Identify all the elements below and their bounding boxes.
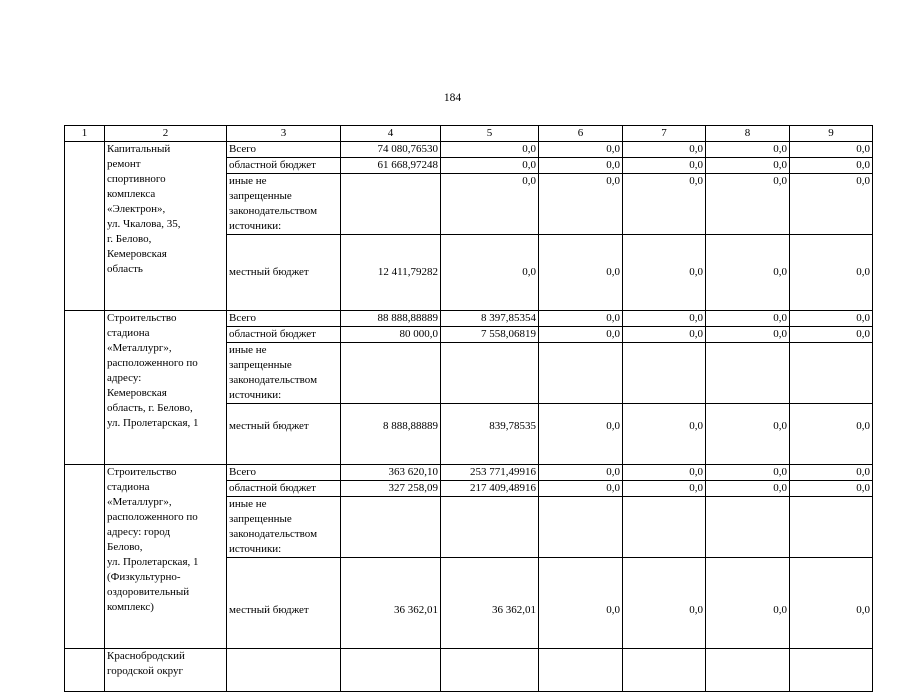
funding-source: Всего <box>227 311 341 327</box>
amount-cell: 363 620,10 <box>341 465 441 481</box>
amount-cell: 0,0 <box>790 404 873 465</box>
amount-cell <box>790 497 873 558</box>
amount-cell: 0,0 <box>706 558 790 649</box>
column-header: 6 <box>539 126 623 142</box>
amount-cell: 0,0 <box>790 142 873 158</box>
funding-source: местный бюджет <box>227 558 341 649</box>
funding-source-line: запрещенные <box>229 359 292 371</box>
funding-source-line: иные не <box>229 175 267 187</box>
amount-cell: 0,0 <box>706 327 790 343</box>
index-cell <box>65 465 105 649</box>
amount-cell: 0,0 <box>539 142 623 158</box>
empty-cell <box>623 649 706 692</box>
amount-cell <box>341 174 441 235</box>
empty-cell <box>790 649 873 692</box>
amount-cell: 7 558,06819 <box>441 327 539 343</box>
amount-cell: 0,0 <box>441 174 539 235</box>
object-name <box>105 311 227 465</box>
amount-cell: 0,0 <box>790 327 873 343</box>
object-name <box>105 465 227 649</box>
index-cell <box>65 311 105 465</box>
amount-cell <box>539 497 623 558</box>
column-header: 2 <box>105 126 227 142</box>
amount-cell: 0,0 <box>441 158 539 174</box>
amount-cell: 0,0 <box>706 311 790 327</box>
funding-source-line: источники: <box>229 543 282 555</box>
object-name-line: адресу: город <box>107 526 171 538</box>
empty-cell <box>227 649 341 692</box>
object-name-line: спортивного <box>107 173 166 185</box>
object-name-line: Краснобродский <box>107 650 185 662</box>
amount-cell: 0,0 <box>539 327 623 343</box>
amount-cell: 0,0 <box>790 311 873 327</box>
amount-cell: 0,0 <box>790 235 873 311</box>
funding-source <box>227 174 341 235</box>
object-name-line: «Электрон», <box>107 203 166 215</box>
amount-cell: 0,0 <box>539 174 623 235</box>
column-header: 4 <box>341 126 441 142</box>
amount-cell: 0,0 <box>539 311 623 327</box>
table-row <box>65 649 873 692</box>
amount-cell <box>790 343 873 404</box>
object-name-line: городской округ <box>107 665 184 677</box>
amount-cell <box>623 343 706 404</box>
amount-cell: 0,0 <box>790 158 873 174</box>
empty-cell <box>341 649 441 692</box>
object-name-line: Кемеровская <box>107 387 167 399</box>
amount-cell: 0,0 <box>623 481 706 497</box>
column-header: 7 <box>623 126 706 142</box>
index-cell <box>65 142 105 311</box>
amount-cell: 0,0 <box>706 142 790 158</box>
table-row <box>65 311 873 327</box>
object-name-line: ремонт <box>107 158 141 170</box>
amount-cell: 0,0 <box>706 481 790 497</box>
funding-source-line: законодательством <box>229 528 318 540</box>
funding-source-line: запрещенные <box>229 513 292 525</box>
column-header: 8 <box>706 126 790 142</box>
object-name-line: Капитальный <box>107 143 171 155</box>
amount-cell: 88 888,88889 <box>341 311 441 327</box>
amount-cell: 80 000,0 <box>341 327 441 343</box>
amount-cell: 36 362,01 <box>441 558 539 649</box>
amount-cell: 0,0 <box>539 235 623 311</box>
amount-cell: 0,0 <box>790 481 873 497</box>
amount-cell: 0,0 <box>706 158 790 174</box>
amount-cell: 0,0 <box>623 311 706 327</box>
object-name-line: область, г. Белово, <box>107 402 193 414</box>
object-name-line: оздоровительный <box>107 586 190 598</box>
object-name-line: Строительство <box>107 466 177 478</box>
funding-source <box>227 497 341 558</box>
amount-cell: 0,0 <box>539 158 623 174</box>
object-name-line: ул. Пролетарская, 1 <box>107 556 199 568</box>
empty-cell <box>65 649 105 692</box>
object-name-line: ул. Пролетарская, 1 <box>107 417 199 429</box>
object-name-line: Кемеровская <box>107 248 167 260</box>
amount-cell: 0,0 <box>623 465 706 481</box>
object-name-line: расположенного по <box>107 357 198 369</box>
amount-cell <box>706 343 790 404</box>
header-row <box>65 126 873 142</box>
amount-cell: 8 888,88889 <box>341 404 441 465</box>
empty-cell <box>539 649 623 692</box>
amount-cell: 0,0 <box>623 558 706 649</box>
funding-source-line: иные не <box>229 498 267 510</box>
amount-cell: 0,0 <box>623 235 706 311</box>
amount-cell: 0,0 <box>706 174 790 235</box>
amount-cell <box>341 497 441 558</box>
amount-cell: 0,0 <box>623 404 706 465</box>
amount-cell: 0,0 <box>790 174 873 235</box>
amount-cell: 0,0 <box>539 558 623 649</box>
amount-cell <box>539 343 623 404</box>
amount-cell: 0,0 <box>706 404 790 465</box>
amount-cell: 74 080,76530 <box>341 142 441 158</box>
funding-source: Всего <box>227 465 341 481</box>
amount-cell: 0,0 <box>790 558 873 649</box>
column-header: 1 <box>65 126 105 142</box>
empty-cell <box>441 649 539 692</box>
funding-source: Всего <box>227 142 341 158</box>
object-name-line: Строительство <box>107 312 177 324</box>
column-header: 9 <box>790 126 873 142</box>
amount-cell: 0,0 <box>539 481 623 497</box>
object-name-line: стадиона <box>107 481 150 493</box>
amount-cell <box>341 343 441 404</box>
amount-cell: 0,0 <box>623 174 706 235</box>
funding-source: местный бюджет <box>227 404 341 465</box>
amount-cell: 0,0 <box>706 465 790 481</box>
object-name-line: ул. Чкалова, 35, <box>107 218 181 230</box>
object-name-line: область <box>107 263 143 275</box>
funding-source: областной бюджет <box>227 327 341 343</box>
amount-cell: 327 258,09 <box>341 481 441 497</box>
amount-cell: 0,0 <box>539 404 623 465</box>
amount-cell: 0,0 <box>539 465 623 481</box>
amount-cell: 253 771,49916 <box>441 465 539 481</box>
amount-cell <box>706 497 790 558</box>
amount-cell: 36 362,01 <box>341 558 441 649</box>
table-row <box>65 142 873 158</box>
funding-source: местный бюджет <box>227 235 341 311</box>
amount-cell: 0,0 <box>441 142 539 158</box>
amount-cell: 0,0 <box>623 327 706 343</box>
amount-cell <box>441 497 539 558</box>
funding-source <box>227 343 341 404</box>
amount-cell: 61 668,97248 <box>341 158 441 174</box>
empty-cell <box>706 649 790 692</box>
object-name <box>105 142 227 311</box>
funding-source-line: законодательством <box>229 374 318 386</box>
column-header: 3 <box>227 126 341 142</box>
amount-cell: 0,0 <box>623 158 706 174</box>
column-header: 5 <box>441 126 539 142</box>
funding-source-line: запрещенные <box>229 190 292 202</box>
budget-table <box>64 125 873 692</box>
funding-source: областной бюджет <box>227 158 341 174</box>
object-name-line: расположенного по <box>107 511 198 523</box>
funding-source-line: источники: <box>229 389 282 401</box>
object-name-line: (Физкультурно- <box>107 571 181 583</box>
object-name-line: «Металлург», <box>107 496 172 508</box>
amount-cell: 0,0 <box>790 465 873 481</box>
amount-cell: 0,0 <box>706 235 790 311</box>
funding-source-line: источники: <box>229 220 282 232</box>
amount-cell: 839,78535 <box>441 404 539 465</box>
amount-cell: 0,0 <box>441 235 539 311</box>
table-row <box>65 465 873 481</box>
object-name-line: комплекс) <box>107 601 154 613</box>
object-name-line: стадиона <box>107 327 150 339</box>
object-name-line: адресу: <box>107 372 142 384</box>
object-name-line: г. Белово, <box>107 233 152 245</box>
amount-cell: 8 397,85354 <box>441 311 539 327</box>
funding-source-line: законодательством <box>229 205 318 217</box>
amount-cell: 0,0 <box>623 142 706 158</box>
object-name-line: «Металлург», <box>107 342 172 354</box>
page-number: 184 <box>443 92 462 104</box>
object-name-line: Белово, <box>107 541 143 553</box>
amount-cell <box>623 497 706 558</box>
funding-source-line: иные не <box>229 344 267 356</box>
amount-cell <box>441 343 539 404</box>
object-name-line: комплекса <box>107 188 156 200</box>
amount-cell: 12 411,79282 <box>341 235 441 311</box>
object-name <box>105 649 227 692</box>
funding-source: областной бюджет <box>227 481 341 497</box>
amount-cell: 217 409,48916 <box>441 481 539 497</box>
